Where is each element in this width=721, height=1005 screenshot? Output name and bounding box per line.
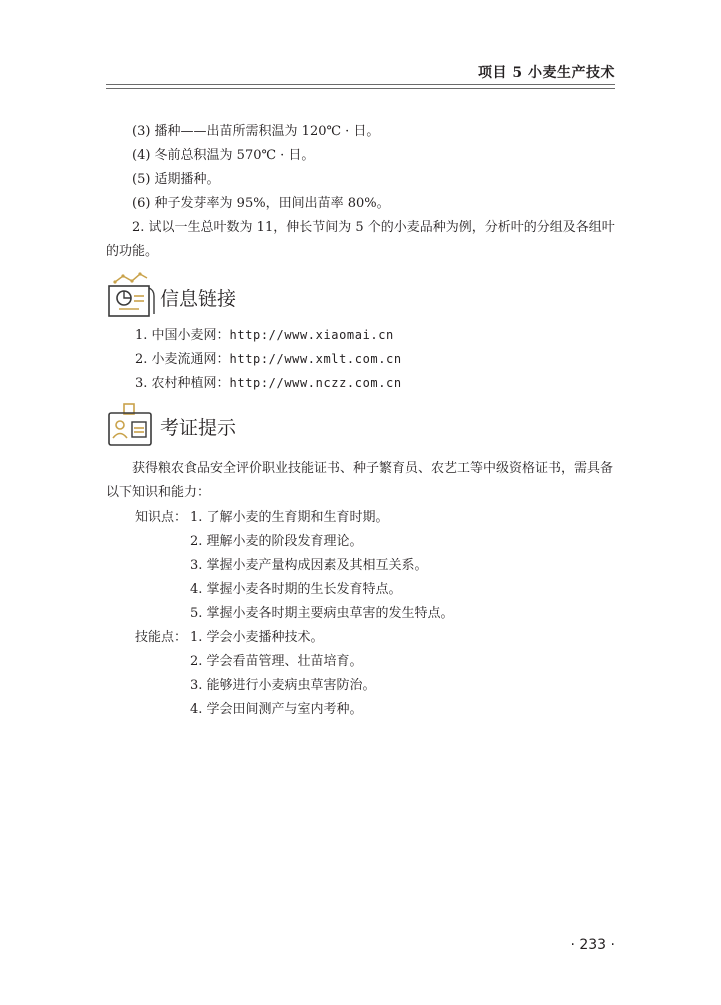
answer-line-4: (4) 冬前总积温为 570℃ · 日。 [132,148,315,163]
exam-tips-title: 考证提示 [160,417,237,439]
link-item-3[interactable] [135,373,402,394]
link-url-2[interactable]: http://www.xmlt.com.cn [229,352,402,366]
header-rule-top [106,84,615,85]
link-item-1[interactable] [135,325,394,346]
link-label-3: 3. 农村种植网： [135,376,230,391]
header-rule-bottom [106,88,615,89]
running-header: 项目 5 小麦生产技术 [478,65,615,81]
skill-item-2: 2. 学会看苗管理、壮苗培育。 [190,654,363,669]
knowledge-item-2: 2. 理解小麦的阶段发育理论。 [190,534,363,549]
knowledge-item-1: 1. 了解小麦的生育期和生育时期。 [190,510,389,525]
id-card-icon [106,403,156,453]
info-links-icon [106,272,156,324]
skill-label: 技能点： [135,630,188,645]
knowledge-item-4: 4. 掌握小麦各时期的生长发育特点。 [190,582,402,597]
skill-item-3: 3. 能够进行小麦病虫草害防治。 [190,678,376,693]
page-number: · 233 · [570,937,615,953]
answer-line-5: (5) 适期播种。 [132,172,220,187]
answer-line-3: (3) 播种——出苗所需积温为 120℃ · 日。 [132,124,380,139]
question-2: 2. 试以一生总叶数为 11，伸长节间为 5 个的小麦品种为例，分析叶的分组及各组叶的功能。 [106,220,615,259]
info-links-title: 信息链接 [160,288,237,310]
link-url-3[interactable]: http://www.nczz.com.cn [229,376,402,390]
knowledge-item-5: 5. 掌握小麦各时期主要病虫草害的发生特点。 [190,606,454,621]
skill-item-4: 4. 学会田间测产与室内考种。 [190,702,363,717]
answer-line-6: (6) 种子发芽率为 95%，田间出苗率 80%。 [132,196,390,211]
link-label-2: 2. 小麦流通网： [135,352,230,367]
exam-intro: 获得粮农食品安全评价职业技能证书、种子繁育员、农艺工等中级资格证书，需具备以下知识和能力： [106,461,614,500]
knowledge-label: 知识点： [135,510,188,525]
link-item-2[interactable] [135,349,402,370]
link-label-1: 1. 中国小麦网： [135,328,230,343]
knowledge-item-3: 3. 掌握小麦产量构成因素及其相互关系。 [190,558,428,573]
link-url-1[interactable]: http://www.xiaomai.cn [229,328,394,342]
skill-item-1: 1. 学会小麦播种技术。 [190,630,324,645]
